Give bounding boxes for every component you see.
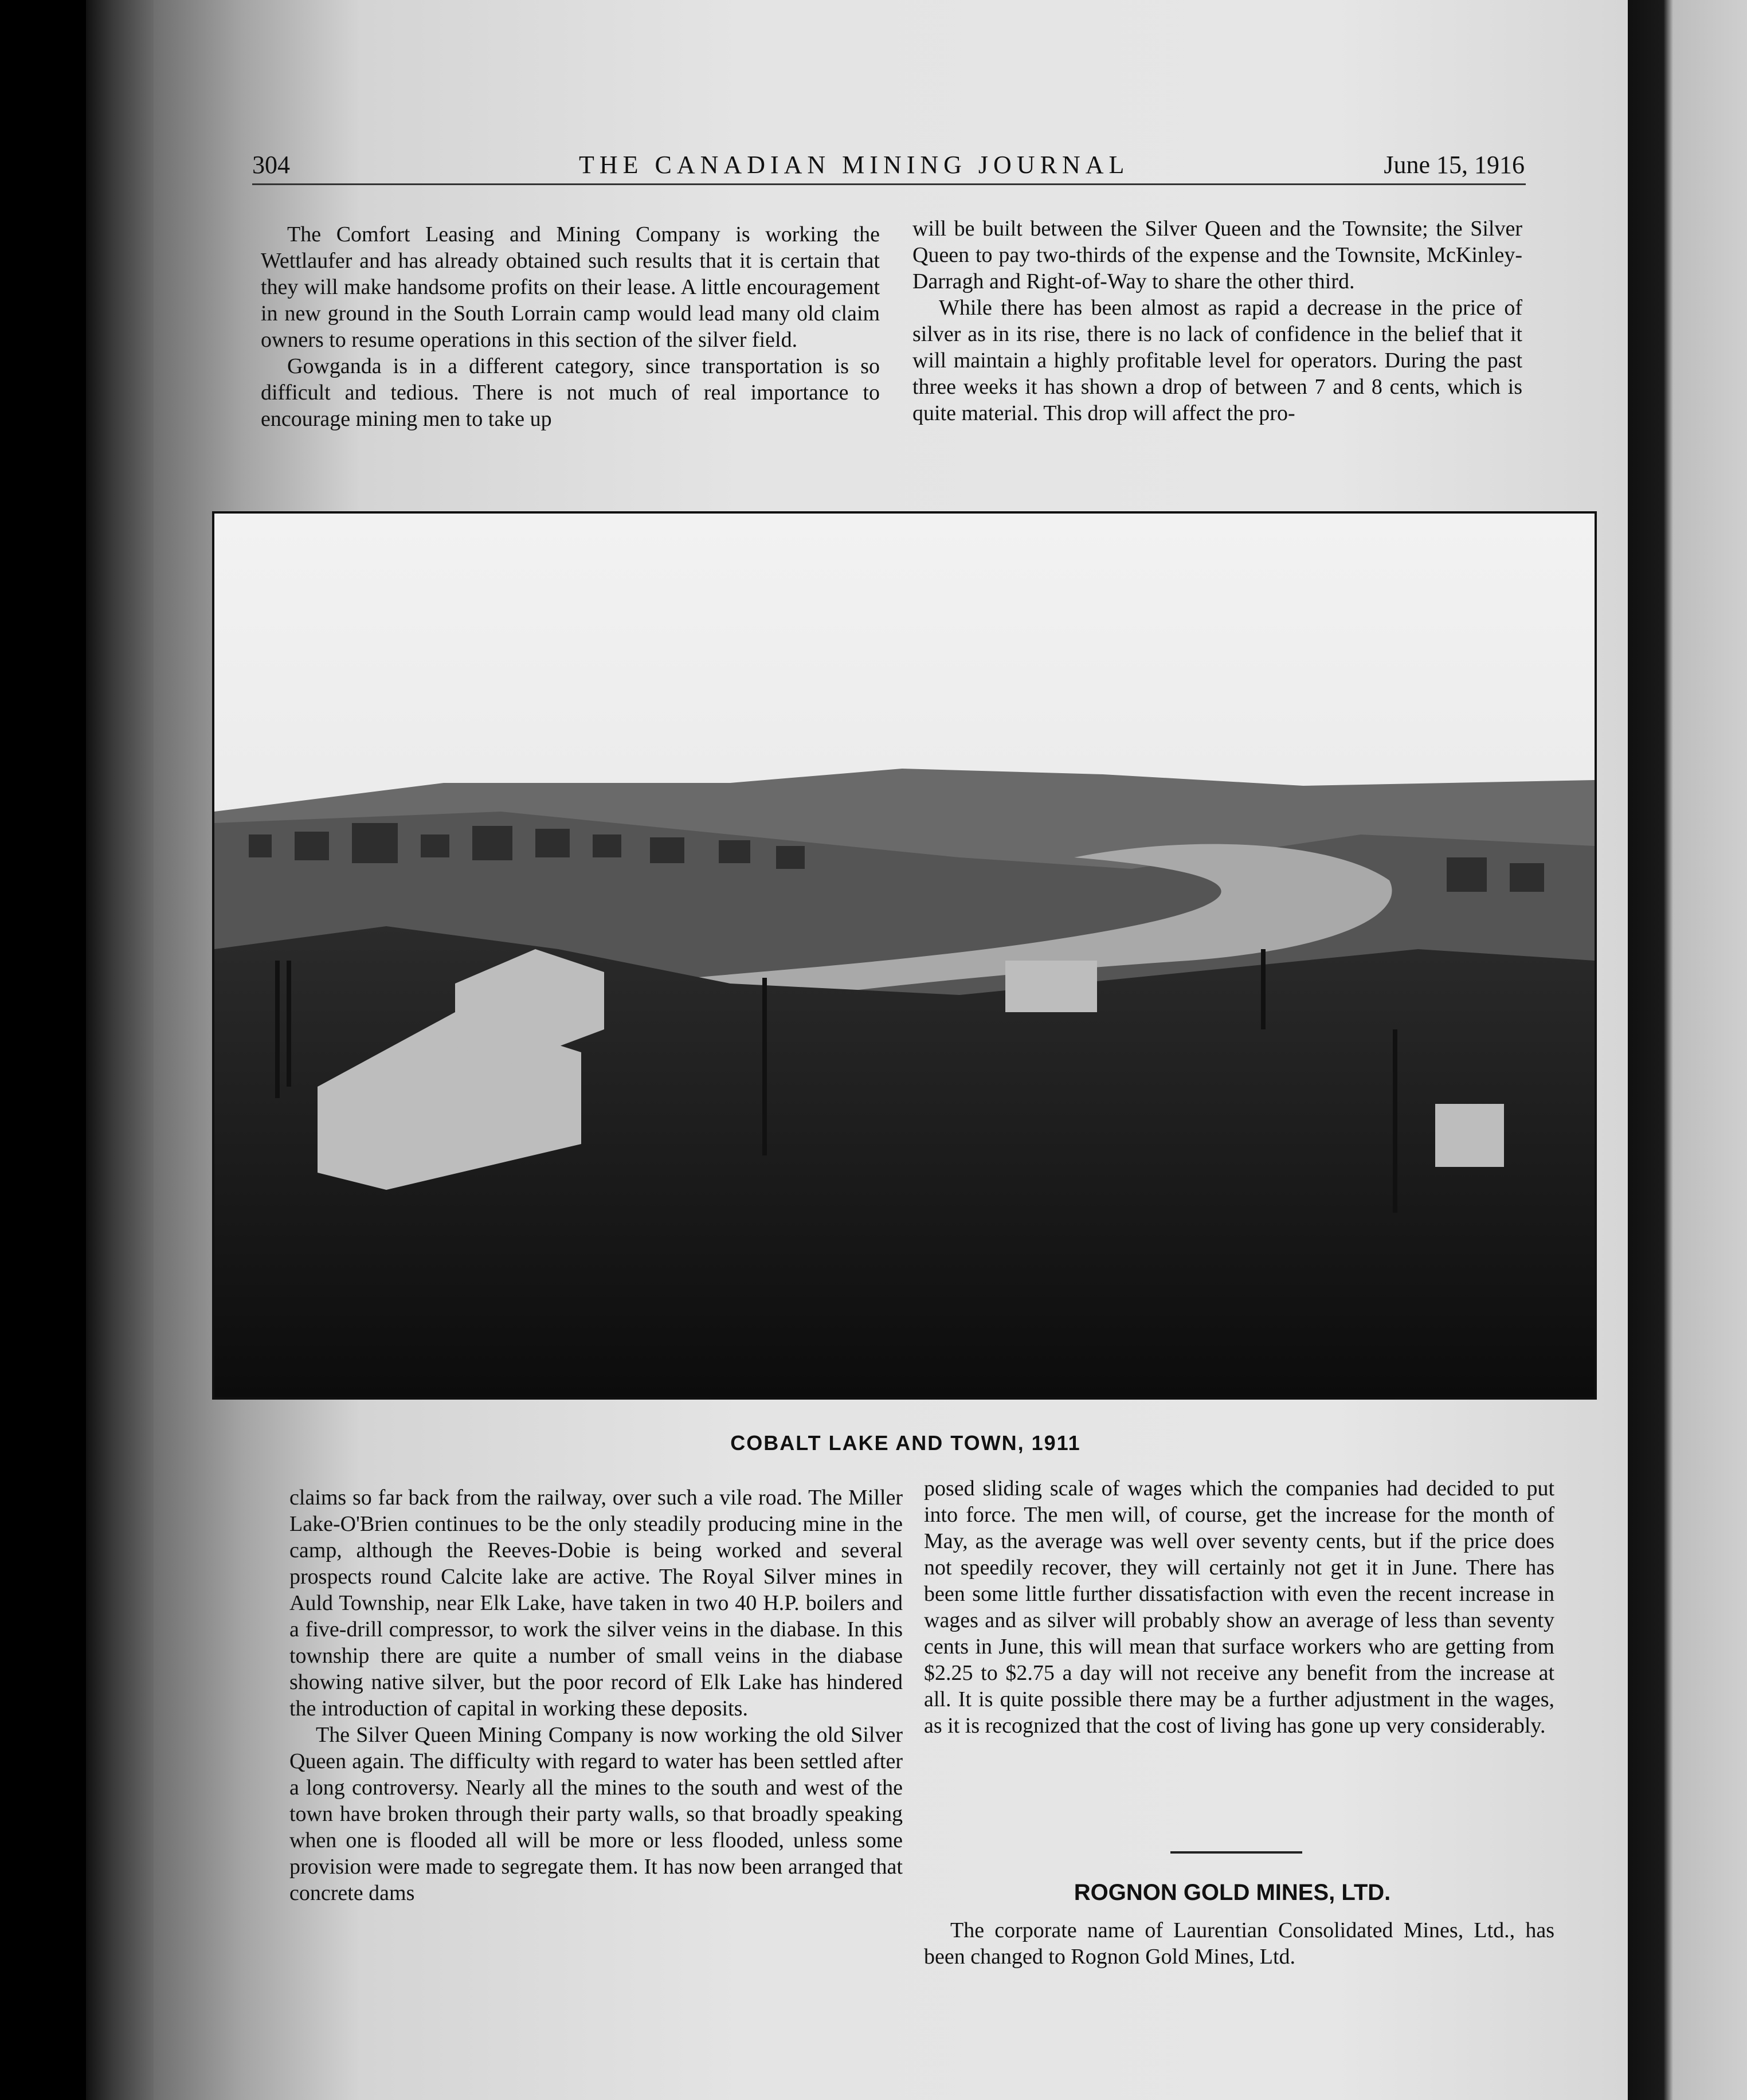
column-bottom-left [289,1484,903,1906]
page-number: 304 [252,151,290,179]
running-header [252,150,1525,185]
issue-date: June 15, 1916 [1384,151,1525,179]
column-bottom-right [924,1475,1554,1739]
header-rule [252,183,1526,185]
journal-title: THE CANADIAN MINING JOURNAL [579,151,1130,179]
book-spine [86,0,154,2100]
paragraph: Gowganda is in a different category, since transportation is so difficult and tedious. There is not much of real importance to encourage mining men to take up [261,354,880,431]
rognon-heading: ROGNON GOLD MINES, LTD. [1074,1880,1391,1905]
paragraph: The Silver Queen Mining Company is now working the old Silver Queen again. The difficulty with regard to water has been settled after a long controversy. Nearly all the mines to the south and west of the town have broken through their party walls, so that broadly speaking when one is flooded all will be more or less flooded, unless some provision were made to segregate them. It has now been arranged that concrete dams [289,1723,903,1905]
paragraph: claims so far back from the railway, over such a vile road. The Miller Lake-O'Brien continues to be the only steadily producing mine in the camp, although the Reeves-Dobie is being worked and several prospects round Calcite lake are active. The Royal Silver mines in Auld Township, near Elk Lake, have taken in two 40 H.P. boilers and a five-drill compressor, to work the silver veins in the diabase. In this township there are quite a number of small veins in the diabase showing native silver, but the poor record of Elk Lake has hindered the introduction of capital in working these deposits. [289,1486,903,1721]
facing-page-edge [1628,0,1747,2100]
paragraph: posed sliding scale of wages which the companies had decided to put into force. The men will, of course, get the increase for the month of May, as the average was well over seventy cents, but if the price does not speedily recover, they will certainly not get it in June. There has been some little further dissatisfaction with even the recent increase in wages and as silver will probably show an average of less than seventy cents in June, this will mean that surface workers who are getting from $2.25 to $2.75 a day will not receive any benefit from the increase at all. It is quite possible there may be a further adjustment in the wages, as it is recognized that the cost of living has gone up very considerably. [924,1476,1554,1738]
paragraph: The corporate name of Laurentian Consolidated Mines, Ltd., has been changed to Rognon Gold Mines, Ltd. [924,1918,1554,1969]
column-top-left [261,221,880,432]
paragraph: While there has been almost as rapid a decrease in the price of silver as in its rise, there is no lack of confidence in the belief that it will maintain a highly profitable level for operators. During the past three weeks it has shown a drop of between 7 and 8 cents, which is quite material. This drop will affect the pro- [912,296,1522,425]
section-divider [1170,1851,1302,1854]
paragraph: The Comfort Leasing and Mining Company is working the Wettlaufer and has already obtained such results that it is certain that they will make handsome profits on their lease. A little encouragement in new ground in the South Lorrain camp would lead many old claim owners to resume operations in this section of the silver field. [261,222,880,352]
cobalt-lake-photograph [212,511,1597,1400]
photo-caption: COBALT LAKE AND TOWN, 1911 [730,1431,1081,1455]
paragraph: will be built between the Silver Queen and the Townsite; the Silver Queen to pay two-thirds of the expense and the Townsite, McKinley-Darragh and Right-of-Way to share the other third. [912,217,1522,293]
rognon-body [924,1917,1554,1970]
column-top-right [912,216,1522,426]
